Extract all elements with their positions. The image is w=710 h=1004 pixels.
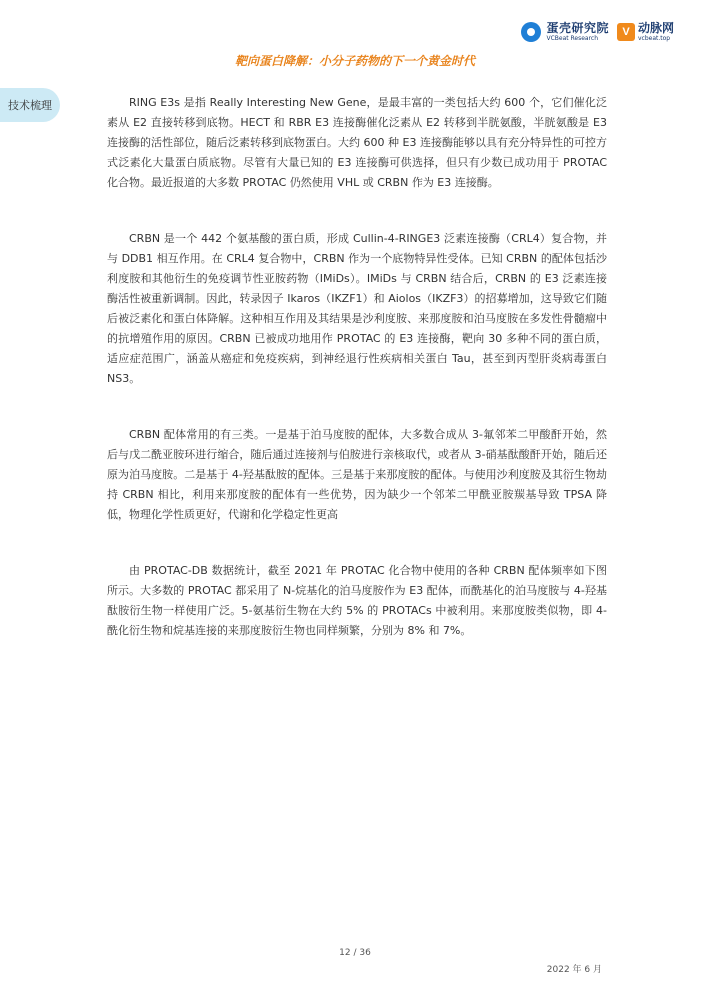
section-tab bbox=[0, 88, 60, 122]
main-content bbox=[107, 93, 607, 677]
paragraph-crbn-ligands: CRBN 配体常用的有三类。一是基于泊马度胺的配体，大多数合成从 3-氟邻苯二甲酸酐开始，然后与戊二酰亚胺环进行缩合，随后通过连接剂与伯胺进行亲核取代，或者从 3-硝基酞酸酐开始，随后还原为泊马度胺。二是基于 4-羟基酞胺的配体。三是基于来那度胺的配体。与使用沙利度胺及其衍生物劫持 CRBN 相比，利用来那度胺的配体有一些优势，因为缺少一个邻苯二甲酰亚胺羰基导致 TPSA 降低，物理化学性质更好，代谢和化学稳定性更高 bbox=[107, 428, 607, 521]
paragraph-ring-e3: RING E3s 是指 Really Interesting New Gene，是最丰富的一类包括大约 600 个，它们催化泛素从 E2 直接转移到底物。HECT 和 RBR E3 连接酶催化泛素从 E2 转移到半胱氨酸，半胱氨酸是 E3 连接酶的活性部位，随后泛素转移到底物蛋白。大约 600 种 E3 连接酶能够以具有充分特异性的可控方式泛素化大量蛋白质底物。尽管有大量已知的 E3 连接酶可供选择，但只有少数已成功用于 PROTAC 化合物。最近报道的大多数 PROTAC 仍然使用 VHL 或 CRBN 作为 E3 连接酶。 bbox=[107, 96, 607, 189]
paragraph-protac-db-stats: 由 PROTAC-DB 数据统计，截至 2021 年 PROTAC 化合物中使用的各种 CRBN 配体频率如下图所示。大多数的 PROTAC 都采用了 N-烷基化的泊马度胺作为 E3 配体，而酰基化的泊马度胺与 4-羟基酞胺衍生物一样使用广泛。5-氨基衍生物在大约 5% 的 PROTACs 中被利用。来那度胺类似物，即 4-酰化衍生物和烷基连接的来那度胺衍生物也同样频繁，分别为 8% 和 7%。 bbox=[107, 564, 607, 637]
logo-secondary-en: vcbeat.top bbox=[637, 35, 671, 42]
paragraph-crbn-overview: CRBN 是一个 442 个氨基酸的蛋白质，形成 Cullin-4-RINGE3 泛素连接酶（CRL4）复合物，并与 DDB1 相互作用。在 CRL4 复合物中，CRBN 作为一个底物特异性受体。已知 CRBN 的配体包括沙利度胺和其他衍生的免疫调节性亚胺药物（IMiDs）。IMiDs 与 CRBN 结合后，CRBN 的 E3 泛素连接酶活性被重新调制。因此，转录因子 Ikaros（IKZF1）和 Aiolos（IKZF3）的招募增加，这导致它们随后被泛素化和蛋白体降解。这种相互作用及其结果是沙利度胺、来那度胺和泊马度胺在多发性骨髓瘤中的抗增殖作用的原因。CRBN 已被成功地用作 PROTAC 的 E3 连接酶，靶向 30 多种不同的蛋白质，适应症范围广，涵盖从癌症和免疫疾病，到神经退行性疾病相关蛋白 Tau，甚至到丙型肝炎病毒蛋白 NS3。 bbox=[107, 232, 607, 385]
logo-primary-en: VCBeat Research bbox=[546, 35, 599, 42]
section-tab-label: 技术梳理 bbox=[8, 99, 52, 112]
logo-secondary-cn: 动脉网 bbox=[637, 21, 674, 35]
vcbeat-research-logo bbox=[521, 22, 609, 42]
vcbeat-logo-icon: V bbox=[617, 23, 635, 41]
page-number: 12 / 36 bbox=[339, 948, 371, 958]
vcbeat-logo bbox=[617, 22, 674, 42]
document-title: 靶向蛋白降解：小分子药物的下一个黄金时代 bbox=[234, 54, 475, 68]
logo-primary-cn: 蛋壳研究院 bbox=[546, 21, 609, 35]
page-date: 2022 年 6 月 bbox=[546, 965, 602, 975]
header-logos bbox=[521, 22, 674, 42]
eggshell-logo-icon bbox=[521, 22, 541, 42]
